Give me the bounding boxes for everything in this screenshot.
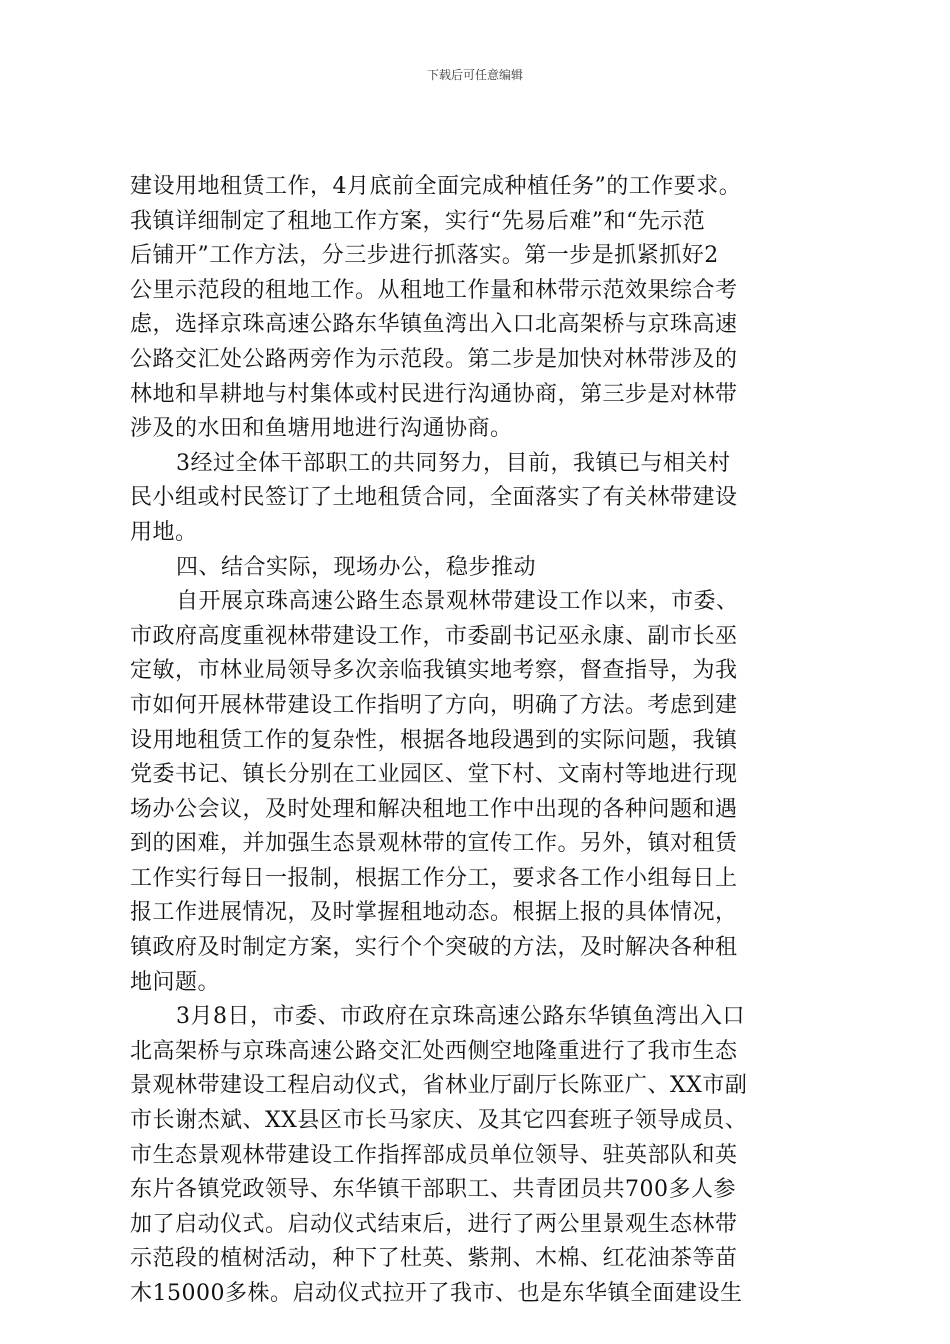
- document-body: [130, 170, 830, 1312]
- text-line: 后铺开”工作方法，分三步进行抓落实。第一步是抓紧抓好2: [130, 243, 719, 269]
- text-line: 公路交汇处公路两旁作为示范段。第二步是加快对林带涉及的: [130, 346, 738, 372]
- text-line: 3月8日，市委、市政府在京珠高速公路东华镇鱼湾出入口: [176, 1004, 745, 1030]
- text-line: 设用地租赁工作的复杂性，根据各地段遇到的实际问题，我镇: [130, 727, 738, 753]
- text-line: 3经过全体干部职工的共同努力，目前，我镇已与相关村: [176, 450, 731, 476]
- text-line: 市长谢杰斌、XX县区市长马家庆、及其它四套班子领导成员、: [130, 1108, 748, 1134]
- text-line: 党委书记、镇长分别在工业园区、堂下村、文南村等地进行现: [130, 762, 738, 788]
- text-line: 报工作进展情况，及时掌握租地动态。根据上报的具体情况，: [130, 900, 738, 926]
- text-line: 用地。: [130, 519, 198, 545]
- text-line: 工作实行每日一报制，根据工作分工，要求各工作小组每日上: [130, 865, 738, 891]
- text-line: 自开展京珠高速公路生态景观林带建设工作以来，市委、: [176, 589, 739, 615]
- text-line: 我镇详细制定了租地工作方案，实行“先易后难”和“先示范: [130, 208, 706, 234]
- text-line: 东片各镇党政领导、东华镇干部职工、共青团员共700多人参: [130, 1177, 736, 1203]
- text-line: 定敏，市林业局领导多次亲临我镇实地考察，督查指导，为我: [130, 658, 738, 684]
- text-line: 到的困难，并加强生态景观林带的宣传工作。另外，镇对租赁: [130, 831, 738, 857]
- text-line: 北高架桥与京珠高速公路交汇处西侧空地隆重进行了我市生态: [130, 1038, 738, 1064]
- text-line: 市政府高度重视林带建设工作，市委副书记巫永康、副市长巫: [130, 623, 738, 649]
- text-line: 涉及的水田和鱼塘用地进行沟通协商。: [130, 416, 513, 442]
- text-line: 地问题。: [130, 969, 221, 995]
- page-header-note: 下载后可任意编辑: [426, 68, 523, 82]
- text-line: 公里示范段的租地工作。从租地工作量和林带示范效果综合考: [130, 277, 738, 303]
- text-line: 林地和旱耕地与村集体或村民进行沟通协商，第三步是对林带: [130, 381, 738, 407]
- text-line: 四、结合实际，现场办公，稳步推动: [176, 554, 537, 580]
- text-line: 示范段的植树活动，种下了杜英、紫荆、木棉、红花油茶等苗: [130, 1246, 738, 1272]
- text-line: 木15000多株。启动仪式拉开了我市、也是东华镇全面建设生: [130, 1281, 743, 1306]
- text-line: 景观林带建设工程启动仪式，省林业厅副厅长陈亚广、XX市副: [130, 1073, 748, 1099]
- text-line: 民小组或村民签订了土地租赁合同，全面落实了有关林带建设: [130, 485, 738, 511]
- text-line: 建设用地租赁工作，4月底前全面完成种植任务”的工作要求。: [130, 174, 742, 199]
- text-line: 镇政府及时制定方案，实行个个突破的方法，及时解决各种租: [130, 935, 738, 961]
- text-line: 虑，选择京珠高速公路东华镇鱼湾出入口北高架桥与京珠高速: [130, 312, 738, 338]
- text-line: 加了启动仪式。启动仪式结束后，进行了两公里景观生态林带: [130, 1211, 738, 1237]
- text-line: 市如何开展林带建设工作指明了方向，明确了方法。考虑到建: [130, 692, 738, 718]
- text-line: 市生态景观林带建设工作指挥部成员单位领导、驻英部队和英: [130, 1142, 738, 1168]
- text-line: 场办公会议，及时处理和解决租地工作中出现的各种问题和遇: [130, 796, 738, 822]
